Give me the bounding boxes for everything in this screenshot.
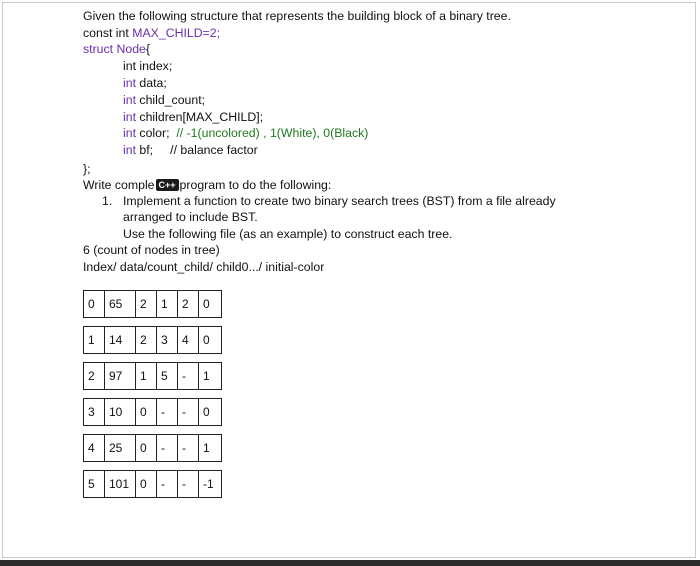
const-declaration [83, 25, 220, 41]
field-index [123, 58, 172, 74]
table-cell: 1 [199, 363, 222, 390]
table-cell: 0 [199, 327, 222, 354]
table-cell: 2 [178, 291, 199, 318]
format-line: Index/ data/count_child/ child0.../ initial-color [83, 260, 325, 274]
field-type: int [123, 110, 136, 124]
table-cell: - [157, 435, 178, 462]
struct-keyword: struct [83, 42, 117, 56]
field-rest: child_count; [136, 93, 206, 107]
table-cell: 25 [105, 435, 136, 462]
struct-name: Node [116, 42, 146, 56]
field-type: int [123, 76, 136, 90]
table-cell: 101 [105, 471, 136, 498]
field-comment: // -1(uncolored) , 1(White), 0(Black) [176, 126, 369, 140]
table-cell: 2 [136, 327, 157, 354]
const-name: MAX_CHILD=2; [132, 26, 221, 40]
table-cell: 1 [84, 327, 105, 354]
nodes-table [83, 290, 222, 498]
table-cell: 1 [136, 363, 157, 390]
task-prefix: Write comple [83, 178, 155, 192]
table-cell: 2 [136, 291, 157, 318]
table-row [84, 399, 222, 426]
table-row [84, 291, 222, 318]
table-cell: - [178, 471, 199, 498]
list-item-line3: Use the following file (as an example) to construct each tree. [123, 227, 453, 241]
table-cell: 0 [136, 435, 157, 462]
field-type: int [123, 126, 136, 140]
table-cell: - [178, 363, 199, 390]
table-cell: - [157, 399, 178, 426]
task-line [83, 177, 331, 193]
intro-text: Given the following structure that represents the building block of a binary tree. [83, 9, 511, 23]
field-data [123, 75, 167, 91]
field-type: int [123, 93, 136, 107]
table-cell: -1 [199, 471, 222, 498]
row-gap [84, 426, 222, 435]
list-item-line2: arranged to include BST. [123, 210, 258, 224]
table-cell: 0 [199, 399, 222, 426]
field-rest: bf; // balance factor [136, 143, 258, 157]
field-type: int [123, 143, 136, 157]
table-cell: - [178, 399, 199, 426]
table-cell: - [178, 435, 199, 462]
field-rest: index; [136, 59, 173, 73]
table-row [84, 363, 222, 390]
task-suffix: program to do the following: [179, 178, 332, 192]
struct-declaration [83, 41, 150, 57]
list-item-line1: Implement a function to create two binary search trees (BST) from a file already [123, 194, 556, 208]
field-rest: color; [136, 126, 177, 140]
table-cell: 3 [84, 399, 105, 426]
table-cell: 3 [157, 327, 178, 354]
table-cell: - [157, 471, 178, 498]
table-row [84, 327, 222, 354]
table-cell: 97 [105, 363, 136, 390]
table-row [84, 471, 222, 498]
cpp-badge: C++ [156, 179, 179, 191]
field-bf [123, 142, 258, 158]
const-prefix: const int [83, 26, 133, 40]
table-cell: 4 [84, 435, 105, 462]
row-gap [84, 462, 222, 471]
table-cell: 0 [199, 291, 222, 318]
table-cell: 65 [105, 291, 136, 318]
struct-open-brace: { [145, 42, 150, 56]
field-rest: data; [136, 76, 167, 90]
table-row [84, 435, 222, 462]
field-rest: children[MAX_CHILD]; [136, 110, 264, 124]
list-item-number: 1. [102, 194, 113, 208]
field-color [123, 125, 368, 141]
table-cell: 5 [157, 363, 178, 390]
table-cell: 0 [136, 399, 157, 426]
field-type: int [123, 59, 136, 73]
table-cell: 0 [136, 471, 157, 498]
row-gap [84, 390, 222, 399]
struct-close-brace: }; [83, 162, 91, 176]
table-cell: 5 [84, 471, 105, 498]
node-count-line: 6 (count of nodes in tree) [83, 243, 220, 257]
table-cell: 10 [105, 399, 136, 426]
row-gap [84, 354, 222, 363]
field-children [123, 109, 263, 125]
table-cell: 14 [105, 327, 136, 354]
table-cell: 0 [84, 291, 105, 318]
table-cell: 2 [84, 363, 105, 390]
table-cell: 1 [157, 291, 178, 318]
field-child-count [123, 92, 205, 108]
row-gap [84, 318, 222, 327]
bottom-border-bar [0, 560, 700, 566]
table-cell: 1 [199, 435, 222, 462]
table-cell: 4 [178, 327, 199, 354]
